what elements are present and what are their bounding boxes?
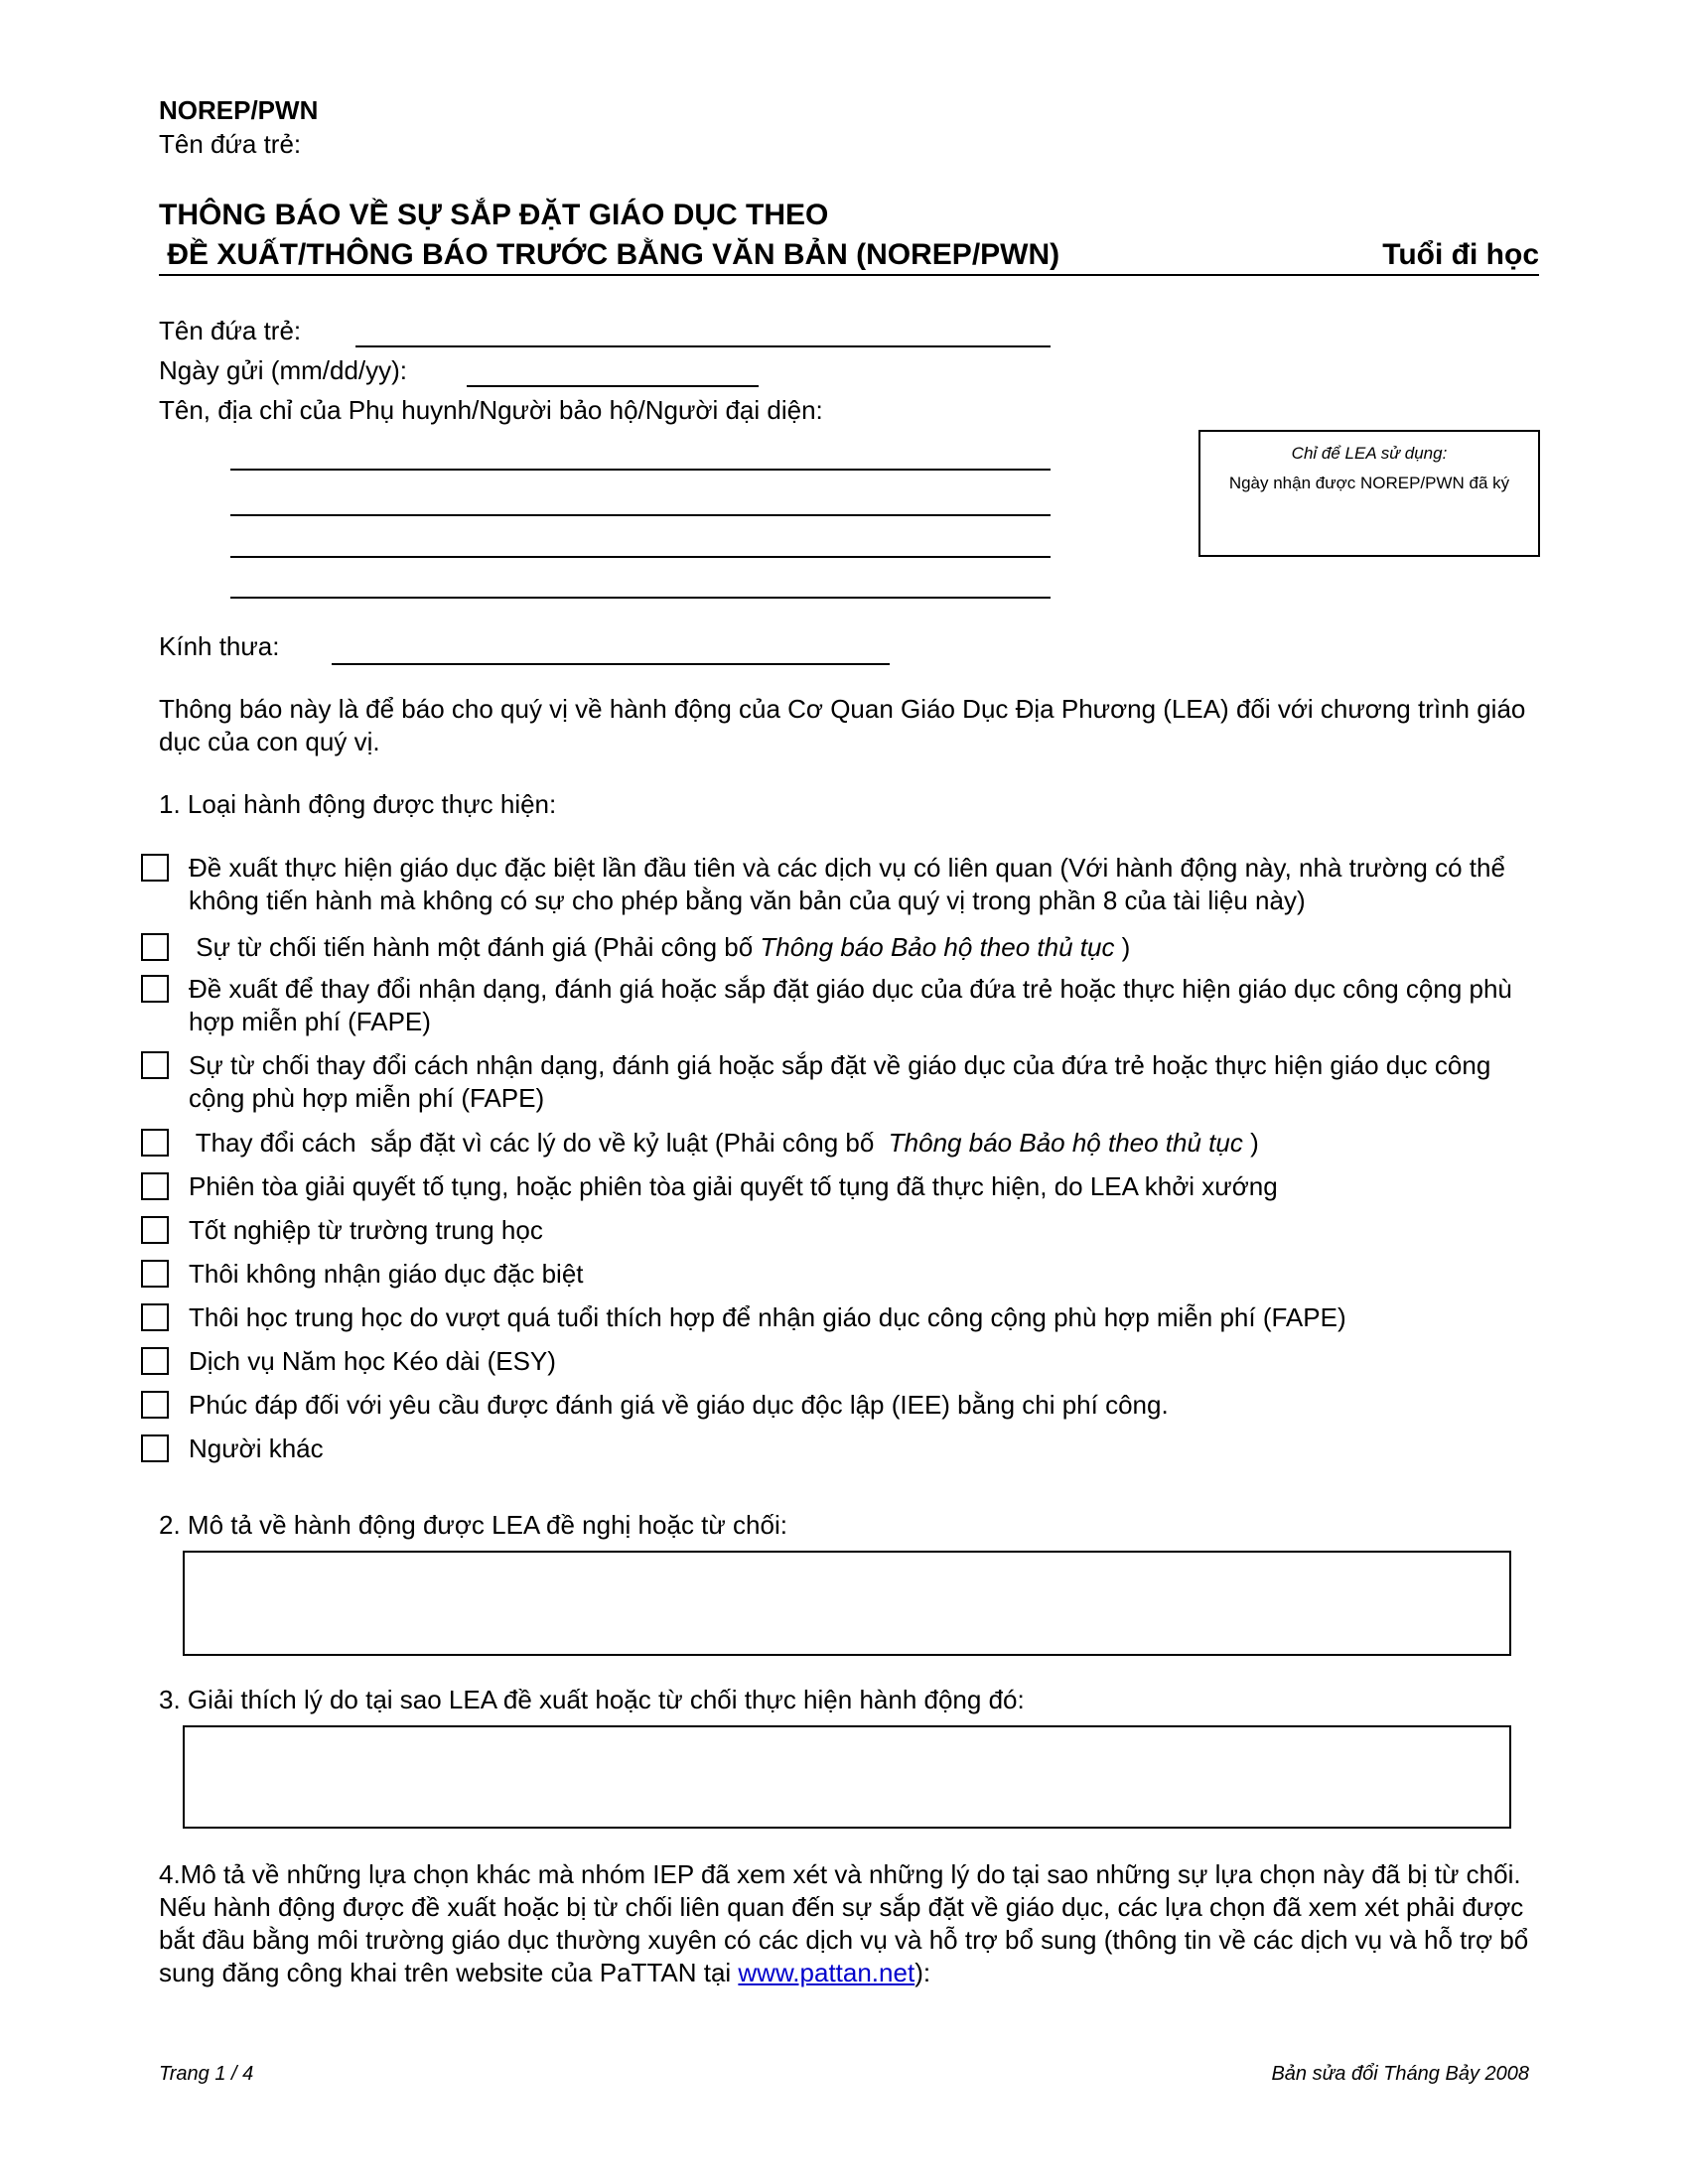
revision-date: Bản sửa đổi Tháng Bảy 2008 [1271, 2063, 1529, 2085]
option-graduation [141, 1214, 1551, 1247]
option-label: Thôi không nhận giáo dục đặc biệt [189, 1259, 584, 1289]
child-name-label: Tên đứa trẻ: [159, 316, 302, 345]
parent-info-line-2[interactable] [230, 514, 1051, 516]
option-refuse-evaluation [141, 931, 1551, 964]
option-label: Phúc đáp đối với yêu cầu được đánh giá về giáo dục độc lập (IEE) bằng chi phí công. [189, 1390, 1169, 1420]
option-aged-out [141, 1301, 1551, 1334]
option-text: Sự từ chối tiến hành một đánh giá (Phải công bố [189, 932, 761, 962]
section2-answer-box[interactable] [183, 1551, 1511, 1656]
option-label: Sự từ chối thay đổi cách nhận dạng, đánh giá hoặc sắp đặt về giáo dục của đứa trẻ hoặc thực hiện giáo dục công cộng phù hợp miễn phí (FAPE) [189, 1050, 1491, 1113]
page-title-line1: THÔNG BÁO VỀ SỰ SẮP ĐẶT GIÁO DỤC THEO [159, 199, 829, 231]
salutation-field[interactable] [332, 663, 890, 665]
option-checkbox[interactable] [141, 1216, 169, 1244]
date-sent-label: Ngày gửi (mm/dd/yy): [159, 355, 408, 385]
parent-info-line-1[interactable] [230, 469, 1051, 471]
option-label [189, 1127, 1551, 1160]
lea-box-heading: Chỉ để LEA sử dụng: [1291, 444, 1448, 463]
child-name-field[interactable] [355, 345, 1051, 347]
title-line2-text: ĐỀ XUẤT/THÔNG BÁO TRƯỚC BẰNG VĂN BẢN (NOREP/PWN) [159, 238, 1060, 271]
option-checkbox[interactable] [141, 854, 169, 882]
option-other [141, 1433, 1551, 1465]
option-checkbox[interactable] [141, 1172, 169, 1200]
option-label: Phiên tòa giải quyết tố tụng, hoặc phiên tòa giải quyết tố tụng đã thực hiện, do LEA khởi xướng [189, 1171, 1278, 1201]
section4-after-text: ): [914, 1958, 931, 1987]
option-due-process [141, 1170, 1551, 1203]
salutation-label: Kính thưa: [159, 631, 280, 661]
option-disciplinary-change [141, 1127, 1551, 1160]
option-label: Tốt nghiệp từ trường trung học [189, 1215, 543, 1245]
option-after-text: ) [1114, 932, 1131, 962]
title-age-label: Tuổi đi học [1382, 238, 1539, 271]
option-label: Người khác [189, 1433, 324, 1463]
option-italic-text: Thông báo Bảo hộ theo thủ tục [760, 932, 1115, 962]
date-sent-field[interactable] [467, 385, 759, 387]
page-title-line2 [159, 238, 1539, 276]
pattan-link[interactable]: www.pattan.net [738, 1958, 915, 1987]
section4-text: 4.Mô tả về những lựa chọn khác mà nhóm IEP đã xem xét và những lý do tại sao những sự lựa chọn này đã bị từ chối. Nếu hành động được đề xuất hoặc bị từ chối liên quan đến sự sắp đặt về giáo dục, các lựa chọn đã xem xét phải được bắt đầu bằng môi trường giáo dục thường xuyên có các dịch vụ và hỗ trợ bổ sung (thông tin về các dịch vụ và hỗ trợ bổ sung đăng công khai trên website của PaTTAN tại [159, 1859, 1529, 1987]
option-propose-change [141, 973, 1551, 1038]
option-label: Đề xuất thực hiện giáo dục đặc biệt lần đầu tiên và các dịch vụ có liên quan (Với hành động này, nhà trường có thể không tiến hành mà không có sự cho phép bằng văn bản của quý vị trong phần 8 của tài liệu này) [189, 853, 1505, 915]
section3-answer-box[interactable] [183, 1725, 1511, 1829]
option-checkbox[interactable] [141, 1434, 169, 1462]
parent-info-label: Tên, địa chỉ của Phụ huynh/Người bảo hộ/Người đại diện: [159, 395, 823, 425]
page-number: Trang 1 / 4 [159, 2063, 254, 2085]
option-label: Thôi học trung học do vượt quá tuổi thích hợp để nhận giáo dục công cộng phù hợp miễn phí (FAPE) [189, 1302, 1346, 1332]
intro-paragraph: Thông báo này là để báo cho quý vị về hành động của Cơ Quan Giáo Dục Địa Phương (LEA) đối với chương trình giáo dục của con quý vị. [159, 694, 1526, 756]
parent-info-line-3[interactable] [230, 556, 1051, 558]
option-refuse-change [141, 1049, 1551, 1115]
option-label: Đề xuất để thay đổi nhận dạng, đánh giá hoặc sắp đặt giáo dục của đứa trẻ hoặc thực hiện giáo dục công cộng phù hợp miễn phí (FAPE) [189, 974, 1512, 1036]
option-label: Dịch vụ Năm học Kéo dài (ESY) [189, 1346, 556, 1376]
option-label [189, 931, 1551, 964]
option-checkbox[interactable] [141, 1391, 169, 1419]
option-checkbox[interactable] [141, 1260, 169, 1288]
section4-paragraph [159, 1858, 1529, 1989]
option-exit-special-ed [141, 1258, 1551, 1291]
option-checkbox[interactable] [141, 1347, 169, 1375]
option-italic-text: Thông báo Bảo hộ theo thủ tục [888, 1128, 1243, 1158]
header-child-name-label: Tên đứa trẻ: [159, 129, 302, 159]
option-after-text: ) [1242, 1128, 1259, 1158]
lea-use-box [1198, 430, 1540, 557]
section2-title: 2. Mô tả về hành động được LEA đề nghị hoặc từ chối: [159, 1510, 787, 1540]
option-checkbox[interactable] [141, 933, 169, 961]
option-checkbox[interactable] [141, 975, 169, 1003]
option-checkbox[interactable] [141, 1051, 169, 1079]
section3-title: 3. Giải thích lý do tại sao LEA đề xuất hoặc từ chối thực hiện hành động đó: [159, 1685, 1025, 1714]
form-code: NOREP/PWN [159, 95, 319, 125]
section1-title: 1. Loại hành động được thực hiện: [159, 789, 557, 819]
option-checkbox[interactable] [141, 1129, 169, 1157]
option-text: Thay đổi cách sắp đặt vì các lý do về kỷ luật (Phải công bố [189, 1128, 889, 1158]
parent-info-line-4[interactable] [230, 597, 1051, 599]
option-checkbox[interactable] [141, 1303, 169, 1331]
option-initial-placement [141, 852, 1551, 917]
option-iee-response [141, 1389, 1551, 1422]
option-esy [141, 1345, 1551, 1378]
lea-box-text: Ngày nhận được NOREP/PWN đã ký [1228, 474, 1510, 492]
